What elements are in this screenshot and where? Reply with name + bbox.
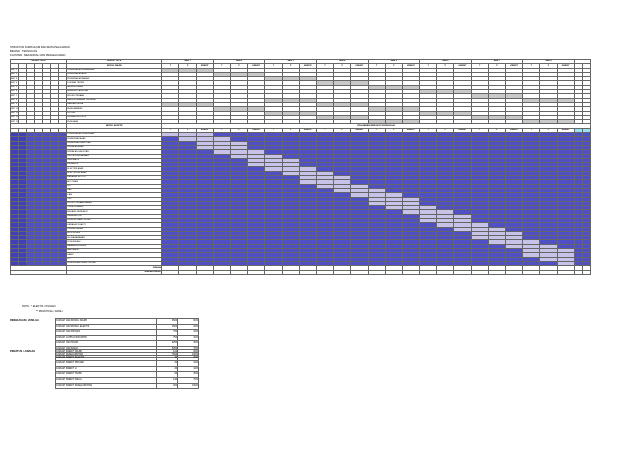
sub-col-header: T: [265, 128, 282, 132]
elective-title: ELEKTRIK ASAS: [67, 167, 162, 171]
sub-col-header: KREDIT: [506, 64, 523, 68]
footer-row: [11, 270, 591, 274]
summary-percent: 20%: [178, 324, 199, 330]
summary-percent: 60%: [178, 319, 199, 325]
elective-title: TERMODINAMIK: [67, 206, 162, 210]
summary-percent: 30%: [178, 372, 199, 378]
footer-cell: [385, 270, 402, 274]
core-title: KEJURUTERAAN: [67, 94, 162, 98]
core-title: KAEDAH KERJA: [67, 102, 162, 106]
elective-title: REKA BENTUK: [67, 214, 162, 218]
semester-header: SEM 3: [265, 60, 317, 64]
curriculum-grid: [10, 59, 591, 275]
core-code: MKT 7: [11, 94, 18, 97]
sub-col-header: P: [437, 64, 454, 68]
summary-percent: 10%: [178, 366, 199, 372]
summary-value: 4500: [157, 319, 178, 325]
summary-percent: 10%: [178, 335, 199, 341]
elective-title: CNC: [67, 197, 162, 201]
summary-label: JUMLAH KREDIT AMALI: [56, 377, 157, 383]
section-elective-label: MODUL ELEKTIF: [67, 124, 162, 128]
sub-col-header: P: [488, 128, 505, 132]
elective-title: PLC: [67, 184, 162, 188]
semester-header: SEM 5: [368, 60, 420, 64]
core-title: PENILAIAN: [67, 120, 162, 124]
core-title: PENGENALAN KEMAHIRAN: [67, 68, 162, 72]
sub-col-header: P: [488, 64, 505, 68]
sub-col-header: P: [540, 64, 557, 68]
footer-cell: [162, 270, 179, 274]
core-title: PROJEK: [67, 111, 162, 115]
sub-col-header: P: [282, 64, 299, 68]
elective-title: KEUSAHAWANAN: [67, 236, 162, 240]
section-right-label: PELAJARAN MENGIKUT KURIKULUM: [162, 124, 591, 128]
summary-value: 40: [157, 355, 178, 361]
elective-title: SAINS: [67, 253, 162, 257]
blank: [574, 270, 582, 274]
sub-col-header: T: [213, 64, 230, 68]
sub-col-header: KREDIT: [248, 64, 265, 68]
summary-label: JUMLAH JAM AMALI: [56, 346, 157, 352]
summary-2-title: PERATUS / JUMLAH: [10, 350, 36, 353]
core-code: MKT 3: [11, 77, 18, 80]
curriculum-table: [10, 59, 622, 275]
summary-label: JUMLAH KREDIT TEORI: [56, 372, 157, 378]
summary-label: JUMLAH KREDIT PROJEK: [56, 361, 157, 367]
sub-col-header: KREDIT: [557, 64, 574, 68]
footer-cell: [248, 270, 265, 274]
core-code: MKT 9: [11, 103, 18, 106]
elective-title: KAWALAN KUALITI: [67, 223, 162, 227]
elective-title: PENDIDIKAN ISLAM / MORAL: [67, 261, 162, 265]
summary-label: JUMLAH JAM PROJEK: [56, 330, 157, 336]
core-code: MKT 11: [11, 111, 19, 114]
footer-cell: [213, 270, 230, 274]
core-title: MATA PELAJARAN TEKNIKAL: [67, 98, 162, 102]
section-core-label: MODUL WAJIB: [67, 64, 162, 68]
footer-cell: [454, 270, 471, 274]
core-title: BENGKEL LANJUTAN: [67, 90, 162, 94]
summary-value: 20: [157, 361, 178, 367]
elective-title: PEMESINAN ASAS: [67, 137, 162, 141]
sub-col-header: KREDIT: [351, 64, 368, 68]
sub-col-header: KREDIT: [506, 128, 523, 132]
sub-col-header: KREDIT: [299, 128, 316, 132]
summary-label: JUMLAH KREDIT KESELURUHAN: [56, 383, 157, 389]
sub-col-header: KREDIT: [196, 128, 213, 132]
footer-cell: [523, 270, 540, 274]
blank: [11, 270, 67, 274]
core-code: MKT 4: [11, 81, 18, 84]
semester-header: SEM 7: [471, 60, 523, 64]
semester-header: SEM 2: [213, 60, 265, 64]
summary-percent: 30%: [178, 341, 199, 347]
sub-col-header: T: [523, 128, 540, 132]
footer-cell: [351, 270, 368, 274]
footer-cell: [557, 270, 574, 274]
summary-label: JUMLAH KREDIT WAJIB: [56, 350, 157, 356]
sub-col-header: T: [265, 64, 282, 68]
summary-row: [56, 383, 199, 389]
elective-title: KIMPALAN ASAS: [67, 145, 162, 149]
summary-label: JUMLAH JAM MODUL ELEKTIF: [56, 324, 157, 330]
footer-cell: [506, 270, 523, 274]
sub-col-header: T: [523, 64, 540, 68]
elective-title: CAD: [67, 188, 162, 192]
sub-col-header: P: [334, 64, 351, 68]
summary-percent: 20%: [178, 355, 199, 361]
footer-cell: [437, 270, 454, 274]
core-code: MKT 10: [11, 107, 19, 110]
footer-cell: [368, 270, 385, 274]
sub-col-header: KREDIT: [402, 128, 419, 132]
footer-cell: [540, 270, 557, 274]
summary-value: 200: [157, 383, 178, 389]
sub-col-header: T: [213, 128, 230, 132]
summary-value: 2250: [157, 341, 178, 347]
footer-cell: [231, 270, 248, 274]
sub-col-header: T: [316, 128, 333, 132]
sub-col-header: P: [231, 64, 248, 68]
elective-title: CAM: [67, 193, 162, 197]
elective-title: KEJURUTERAAN BAHAN: [67, 201, 162, 205]
semester-header: SEM 1: [162, 60, 214, 64]
elective-title: ICT: [67, 257, 162, 261]
elective-title: KOMUNIKASI: [67, 240, 162, 244]
footer-cell: [196, 270, 213, 274]
core-code: MKT 8: [11, 99, 18, 102]
sub-col-header: P: [231, 128, 248, 132]
summary-percent: 10%: [178, 361, 199, 367]
core-code: MKT 5: [11, 86, 18, 89]
elective-title: PENGURUSAN PROJEK: [67, 218, 162, 222]
elective-title: AUTOMASI: [67, 180, 162, 184]
summary-label: JUMLAH KREDIT ELEKTIF: [56, 355, 157, 361]
sub-col-header: KREDIT: [557, 128, 574, 132]
footer-cell: [282, 270, 299, 274]
modul-title-header: MODUL TITLE: [67, 60, 162, 64]
modul-kod-header: MODUL / KOD: [11, 60, 67, 64]
summary-table-2: [55, 349, 199, 389]
sub-col-header: P: [385, 128, 402, 132]
sub-col-header: T: [420, 128, 437, 132]
elective-title: MATEMATIK: [67, 249, 162, 253]
summary-value: 120: [157, 350, 178, 356]
summary-1-title: RINGKASAN / JUMLAH: [10, 319, 39, 322]
summary-value: 750: [157, 330, 178, 336]
core-title: BENGKEL ASAS: [67, 85, 162, 89]
sub-col-header: KREDIT: [351, 128, 368, 132]
elective-title: KAWALAN MOTOR: [67, 176, 162, 180]
elective-title: ERGONOMIK: [67, 231, 162, 235]
footer-cell: [299, 270, 316, 274]
footer-cell: [265, 270, 282, 274]
summary-percent: 70%: [178, 346, 199, 352]
semester-header: SEM 8: [523, 60, 575, 64]
summary-value: 20: [157, 366, 178, 372]
core-code: MKT 1: [11, 68, 18, 71]
summary-label: JUMLAH KESELURUHAN: [56, 352, 157, 358]
header-line-2: BIDANG : TEKNOLOGI: [10, 50, 38, 53]
elective-title: PENGELUARAN: [67, 227, 162, 231]
sub-col-header: T: [471, 128, 488, 132]
elective-title: PENYELENGGARAAN: [67, 154, 162, 158]
sub-col-header: P: [437, 128, 454, 132]
elective-title: ELEKTRONIK ASAS: [67, 171, 162, 175]
note-1: NOTA : * ELEKTIF / PILIHAN: [22, 305, 56, 308]
semester-header: SEM 6: [420, 60, 472, 64]
core-title: PENGENALAN ALAT: [67, 72, 162, 76]
core-code: MKT 2: [11, 73, 18, 76]
core-title: LUKISAN TEKNIK: [67, 81, 162, 85]
footer-cell: [402, 270, 419, 274]
sub-col-header: T: [316, 64, 333, 68]
summary-label: JUMLAH JAM TEORI: [56, 341, 157, 347]
footer-cell: [471, 270, 488, 274]
header-line-3: KLUSTER : MEKANIKAL DAN PENGELUARAN: [10, 54, 66, 57]
elective-title: PNEUMATIK: [67, 158, 162, 162]
blank: [582, 270, 590, 274]
core-title: LATIHAN INDUSTRI: [67, 115, 162, 119]
summary-label: JUMLAH LATIHAN INDUSTRI: [56, 335, 157, 341]
summary-percent: 100%: [178, 383, 199, 389]
sub-col-header: P: [385, 64, 402, 68]
sub-col-header: KREDIT: [248, 128, 265, 132]
sub-col-header: P: [334, 128, 351, 132]
sub-col-header: T: [368, 64, 385, 68]
header-line-1: STRUKTUR KURIKULUM DAN MATA PELAJARAN: [10, 46, 70, 49]
sub-col-header: P: [282, 128, 299, 132]
footer-cell: [420, 270, 437, 274]
sub-col-header: T: [162, 64, 179, 68]
sub-col-header: KREDIT: [454, 128, 471, 132]
footer-label: JUMLAH KREDIT: [67, 270, 162, 274]
summary-value: 60: [157, 372, 178, 378]
summary-value: 5250: [157, 346, 178, 352]
sub-col-header: P: [540, 128, 557, 132]
elective-title: HIDRAULIK: [67, 163, 162, 167]
footer-cell: [488, 270, 505, 274]
sub-col-header: T: [471, 64, 488, 68]
summary-label: JUMLAH JAM MODUL WAJIB: [56, 319, 157, 325]
core-code: MKT 13: [11, 120, 19, 123]
elective-title: MEKANIK BENDALIR: [67, 210, 162, 214]
core-title: KESELAMATAN: [67, 107, 162, 111]
footer-cell: [316, 270, 333, 274]
elective-title: KIMPALAN LANJUTAN: [67, 150, 162, 154]
summary-percent: 70%: [178, 377, 199, 383]
core-code: MKT 12: [11, 116, 19, 119]
sub-col-header: T: [162, 128, 179, 132]
semester-header: SEM 4: [316, 60, 368, 64]
sub-col-header: KREDIT: [196, 64, 213, 68]
sub-col-header: KREDIT: [454, 64, 471, 68]
core-code: MKT 6: [11, 90, 18, 93]
sub-col-header: P: [179, 64, 196, 68]
summary-percent: 10%: [178, 330, 199, 336]
summary-value: 750: [157, 335, 178, 341]
footer-cell: [179, 270, 196, 274]
summary-value: 7500: [157, 352, 178, 358]
summary-label: JUMLAH KREDIT LI: [56, 366, 157, 372]
sub-col-header: KREDIT: [402, 64, 419, 68]
summary-value: 140: [157, 377, 178, 383]
core-title: PENGENALAN BAHAN: [67, 77, 162, 81]
note-2: ** PRAKTIKAL / AMALI: [36, 310, 63, 313]
elective-title: PEMESINAN LANJUTAN: [67, 141, 162, 145]
sub-col-header: KREDIT: [299, 64, 316, 68]
summary-percent: 60%: [178, 350, 199, 356]
elective-title: BAHASA INGGERIS: [67, 244, 162, 248]
footer-label: JUMLAH: [67, 266, 162, 270]
elective-title: PENGENALAN PEMESINAN: [67, 133, 162, 137]
sub-col-header: P: [179, 128, 196, 132]
summary-value: 1500: [157, 324, 178, 330]
sub-col-header: T: [420, 64, 437, 68]
footer-cell: [334, 270, 351, 274]
sub-col-header: T: [368, 128, 385, 132]
summary-percent: 100%: [178, 352, 199, 358]
